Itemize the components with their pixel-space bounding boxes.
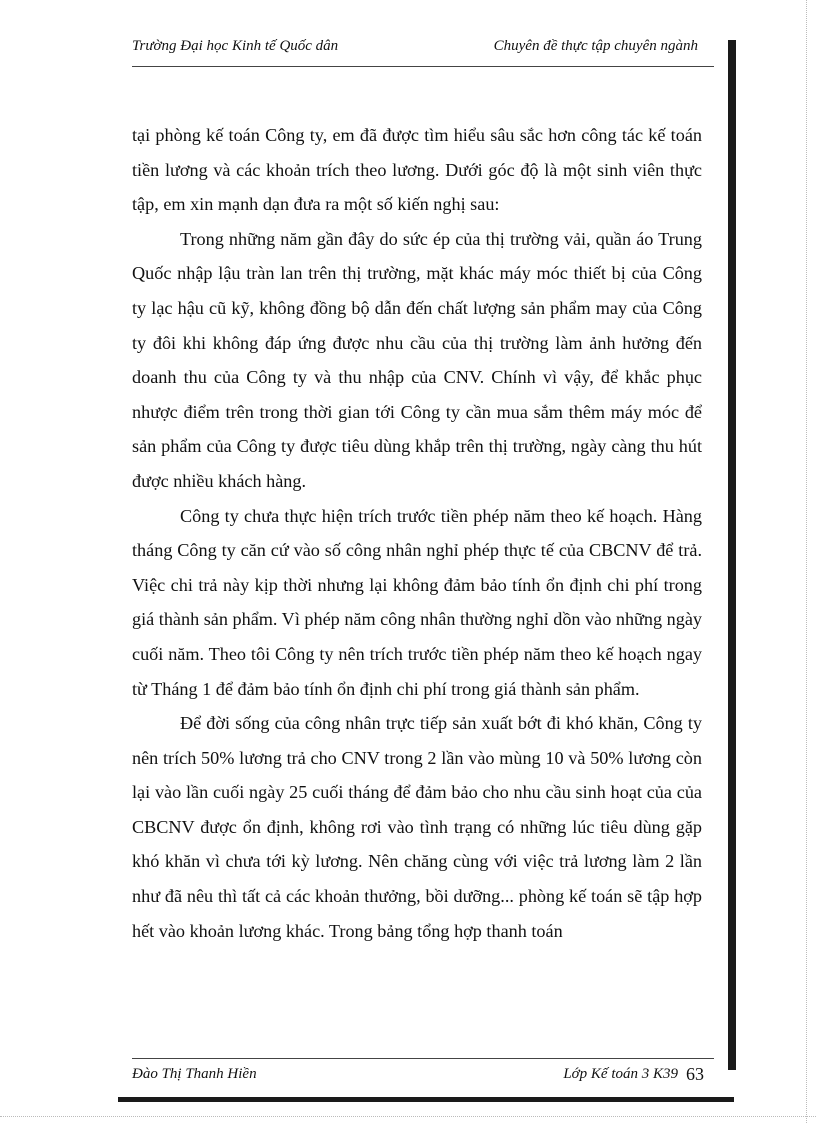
paragraph-equipment: Trong những năm gần đây do sức ép của thị trường vải, quần áo Trung Quốc nhập lậu tràn lan trên thị trường, mặt khác máy móc thiết bị của Công ty lạc hậu cũ kỹ, không đồng bộ dẫn đến chất lượng sản phẩm may của Công ty đôi khi không đáp ứng được nhu cầu của thị trường làm ảnh hưởng đến doanh thu của Công ty và thu nhập của CNV. Chính vì vậy, để khắc phục nhược điểm trên trong thời gian tới Công ty cần mua sắm thêm máy móc để sản phẩm của Công ty được tiêu dùng khắp trên thị trường, ngày càng thu hút được nhiều khách hàng. (132, 228, 702, 491)
page-shadow-right (728, 40, 736, 1070)
page-edge-bottom (0, 1116, 816, 1117)
page-shadow-bottom (118, 1097, 734, 1102)
page-body (132, 118, 702, 948)
paragraph-salary-payment: Để đời sống của công nhân trực tiếp sản xuất bớt đi khó khăn, Công ty nên trích 50% lương trả cho CNV trong 2 lần vào mùng 10 và 50% lương còn lại vào lần cuối ngày 25 cuối tháng để đảm bảo cho nhu cầu sinh hoạt của của CBCNV được ổn định, không rơi vào tình trạng có những lúc tiêu dùng gặp khó khăn vì chưa tới kỳ lương. Nên chăng cùng với việc trả lương làm 2 lần như đã nêu thì tất cả các khoản thưởng, bồi dưỡng... phòng kế toán sẽ tập hợp hết vào khoản lương khác. Trong bảng tổng hợp thanh toán (132, 713, 702, 941)
footer-divider (132, 1058, 714, 1059)
header-report-title: Chuyên đề thực tập chuyên ngành (493, 38, 698, 54)
page-footer (132, 1064, 714, 1092)
footer-author: Đào Thị Thanh Hiền (132, 1066, 257, 1082)
footer-class: Lớp Kế toán 3 K39 (563, 1066, 678, 1082)
page-number: 63 (686, 1064, 704, 1084)
page-edge-right (806, 0, 807, 1123)
paragraph-continued: tại phòng kế toán Công ty, em đã được tìm hiểu sâu sắc hơn công tác kế toán tiền lương và các khoản trích theo lương. Dưới góc độ là một sinh viên thực tập, em xin mạnh dạn đưa ra một số kiến nghị sau: (132, 125, 702, 215)
header-university: Trường Đại học Kinh tế Quốc dân (132, 38, 339, 54)
paragraph-annual-leave: Công ty chưa thực hiện trích trước tiền phép năm theo kế hoạch. Hàng tháng Công ty căn cứ vào số công nhân nghỉ phép thực tế của CBCNV để trả. Việc chi trả này kịp thời nhưng lại không đảm bảo tính ổn định chi phí trong giá thành sản phẩm. Vì phép năm công nhân thường nghỉ dồn vào những ngày cuối năm. Theo tôi Công ty nên trích trước tiền phép năm theo kế hoạch ngay từ Tháng 1 để đảm bảo tính ổn định chi phí trong giá thành sản phẩm. (132, 505, 702, 699)
header-divider (132, 66, 714, 67)
page-header (132, 38, 698, 62)
